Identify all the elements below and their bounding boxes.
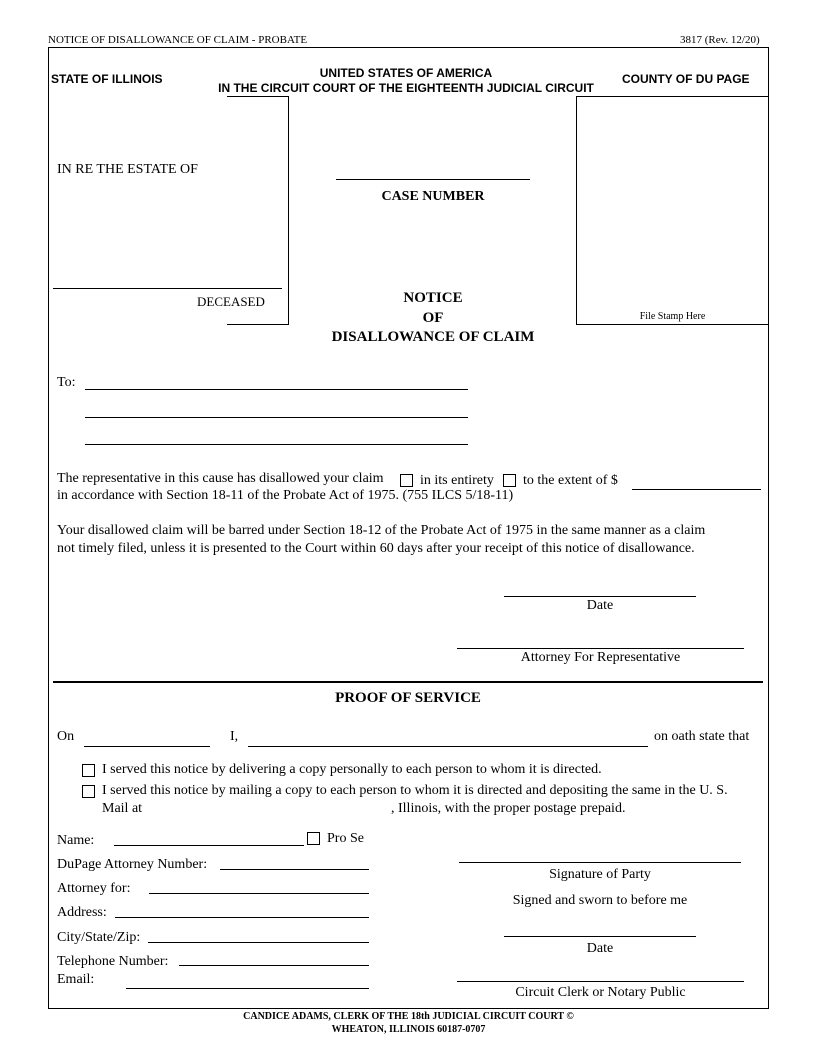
file-stamp-label: File Stamp Here <box>639 311 706 322</box>
notice-date-label: Date <box>586 598 614 613</box>
name-label: Name: <box>57 833 95 848</box>
para2-text-a: Your disallowed claim will be barred under Section 18-12 of the Probate Act of 1975 in the same manner as a claim <box>57 523 706 538</box>
attorney-signature-line[interactable] <box>457 648 744 649</box>
court-label: IN THE CIRCUIT COURT OF THE EIGHTEENTH JUDICIAL CIRCUIT <box>218 81 594 95</box>
name-line[interactable] <box>114 845 304 846</box>
mail-service-label-a: I served this notice by mailing a copy to each person to whom it is directed and depositing the same in the U. S. <box>102 783 728 798</box>
file-stamp-side <box>576 96 577 325</box>
city-label: City/State/Zip: <box>57 930 141 945</box>
to-label: To: <box>57 375 76 390</box>
para2-text-b: not timely filed, unless it is presented to the Court within 60 days after your receipt of this notice of disallowance. <box>57 541 695 556</box>
to-line-3[interactable] <box>85 444 468 445</box>
para1-text-b: in accordance with Section 18-11 of the Probate Act of 1975. (755 ILCS 5/18-11) <box>57 488 514 503</box>
deceased-label: DECEASED <box>197 294 265 309</box>
city-line[interactable] <box>148 942 369 943</box>
extent-label: to the extent of $ <box>523 473 618 488</box>
clerk-signature-line[interactable] <box>457 981 744 982</box>
mail-service-label-c: , Illinois, with the proper postage prepaid. <box>391 801 626 816</box>
caption-left-top <box>227 96 288 97</box>
caption-left-side <box>288 96 289 325</box>
country-label: UNITED STATES OF AMERICA <box>319 66 493 80</box>
sworn-date-line[interactable] <box>504 936 696 937</box>
address-line[interactable] <box>115 917 369 918</box>
caption-left-bottom <box>227 324 288 325</box>
attorney-for-line[interactable] <box>149 893 369 894</box>
form-title: NOTICE OF DISALLOWANCE OF CLAIM - PROBATE <box>48 34 308 46</box>
server-name-line[interactable] <box>248 746 648 747</box>
case-number-line[interactable] <box>336 179 530 180</box>
footer-line-1: CANDICE ADAMS, CLERK OF THE 18th JUDICIAL CIRCUIT COURT © <box>243 1011 574 1022</box>
dupage-number-line[interactable] <box>220 869 369 870</box>
email-label: Email: <box>57 972 95 987</box>
file-stamp-top <box>576 96 769 97</box>
case-number-label: CASE NUMBER <box>381 189 485 204</box>
extent-checkbox[interactable] <box>503 474 516 487</box>
notice-title-2: OF <box>422 310 444 326</box>
personal-service-label: I served this notice by delivering a copy personally to each person to whom it is directed. <box>102 762 602 777</box>
oath-label: on oath state that <box>654 729 750 744</box>
estate-name-line[interactable] <box>53 288 282 289</box>
pro-se-label: Pro Se <box>327 831 364 846</box>
mail-service-checkbox[interactable] <box>82 785 95 798</box>
file-stamp-bottom <box>576 324 769 325</box>
party-signature-label: Signature of Party <box>549 867 651 882</box>
personal-service-checkbox[interactable] <box>82 764 95 777</box>
notice-date-line[interactable] <box>504 596 696 597</box>
proof-title: PROOF OF SERVICE <box>335 690 481 706</box>
attorney-signature-label: Attorney For Representative <box>520 650 681 665</box>
address-label: Address: <box>57 905 107 920</box>
para1-text-a: The representative in this cause has disallowed your claim <box>57 471 384 486</box>
sworn-date-label: Date <box>586 941 614 956</box>
state-label: STATE OF ILLINOIS <box>51 72 163 86</box>
phone-line[interactable] <box>179 965 369 966</box>
dupage-number-label: DuPage Attorney Number: <box>57 857 208 872</box>
phone-label: Telephone Number: <box>57 954 169 969</box>
party-signature-line[interactable] <box>459 862 741 863</box>
email-line[interactable] <box>126 988 369 989</box>
extent-amount-line[interactable] <box>632 489 761 490</box>
pro-se-checkbox[interactable] <box>307 832 320 845</box>
entirety-label: in its entirety <box>420 473 494 488</box>
to-line-2[interactable] <box>85 417 468 418</box>
i-label: I, <box>230 729 239 744</box>
proof-divider <box>53 681 763 683</box>
county-label: COUNTY OF DU PAGE <box>622 72 750 86</box>
on-date-line[interactable] <box>84 746 210 747</box>
form-number: 3817 (Rev. 12/20) <box>680 34 760 46</box>
to-line-1[interactable] <box>85 389 468 390</box>
clerk-signature-label: Circuit Clerk or Notary Public <box>515 985 686 1000</box>
on-label: On <box>57 729 75 744</box>
in-re-estate-label: IN RE THE ESTATE OF <box>57 162 198 177</box>
notice-title-1: NOTICE <box>403 290 463 306</box>
sworn-label: Signed and sworn to before me <box>512 893 688 908</box>
attorney-for-label: Attorney for: <box>57 881 131 896</box>
entirety-checkbox[interactable] <box>400 474 413 487</box>
footer-line-2: WHEATON, ILLINOIS 60187-0707 <box>331 1024 486 1035</box>
mail-service-label-b: Mail at <box>102 801 143 816</box>
notice-title-3: DISALLOWANCE OF CLAIM <box>331 329 535 345</box>
